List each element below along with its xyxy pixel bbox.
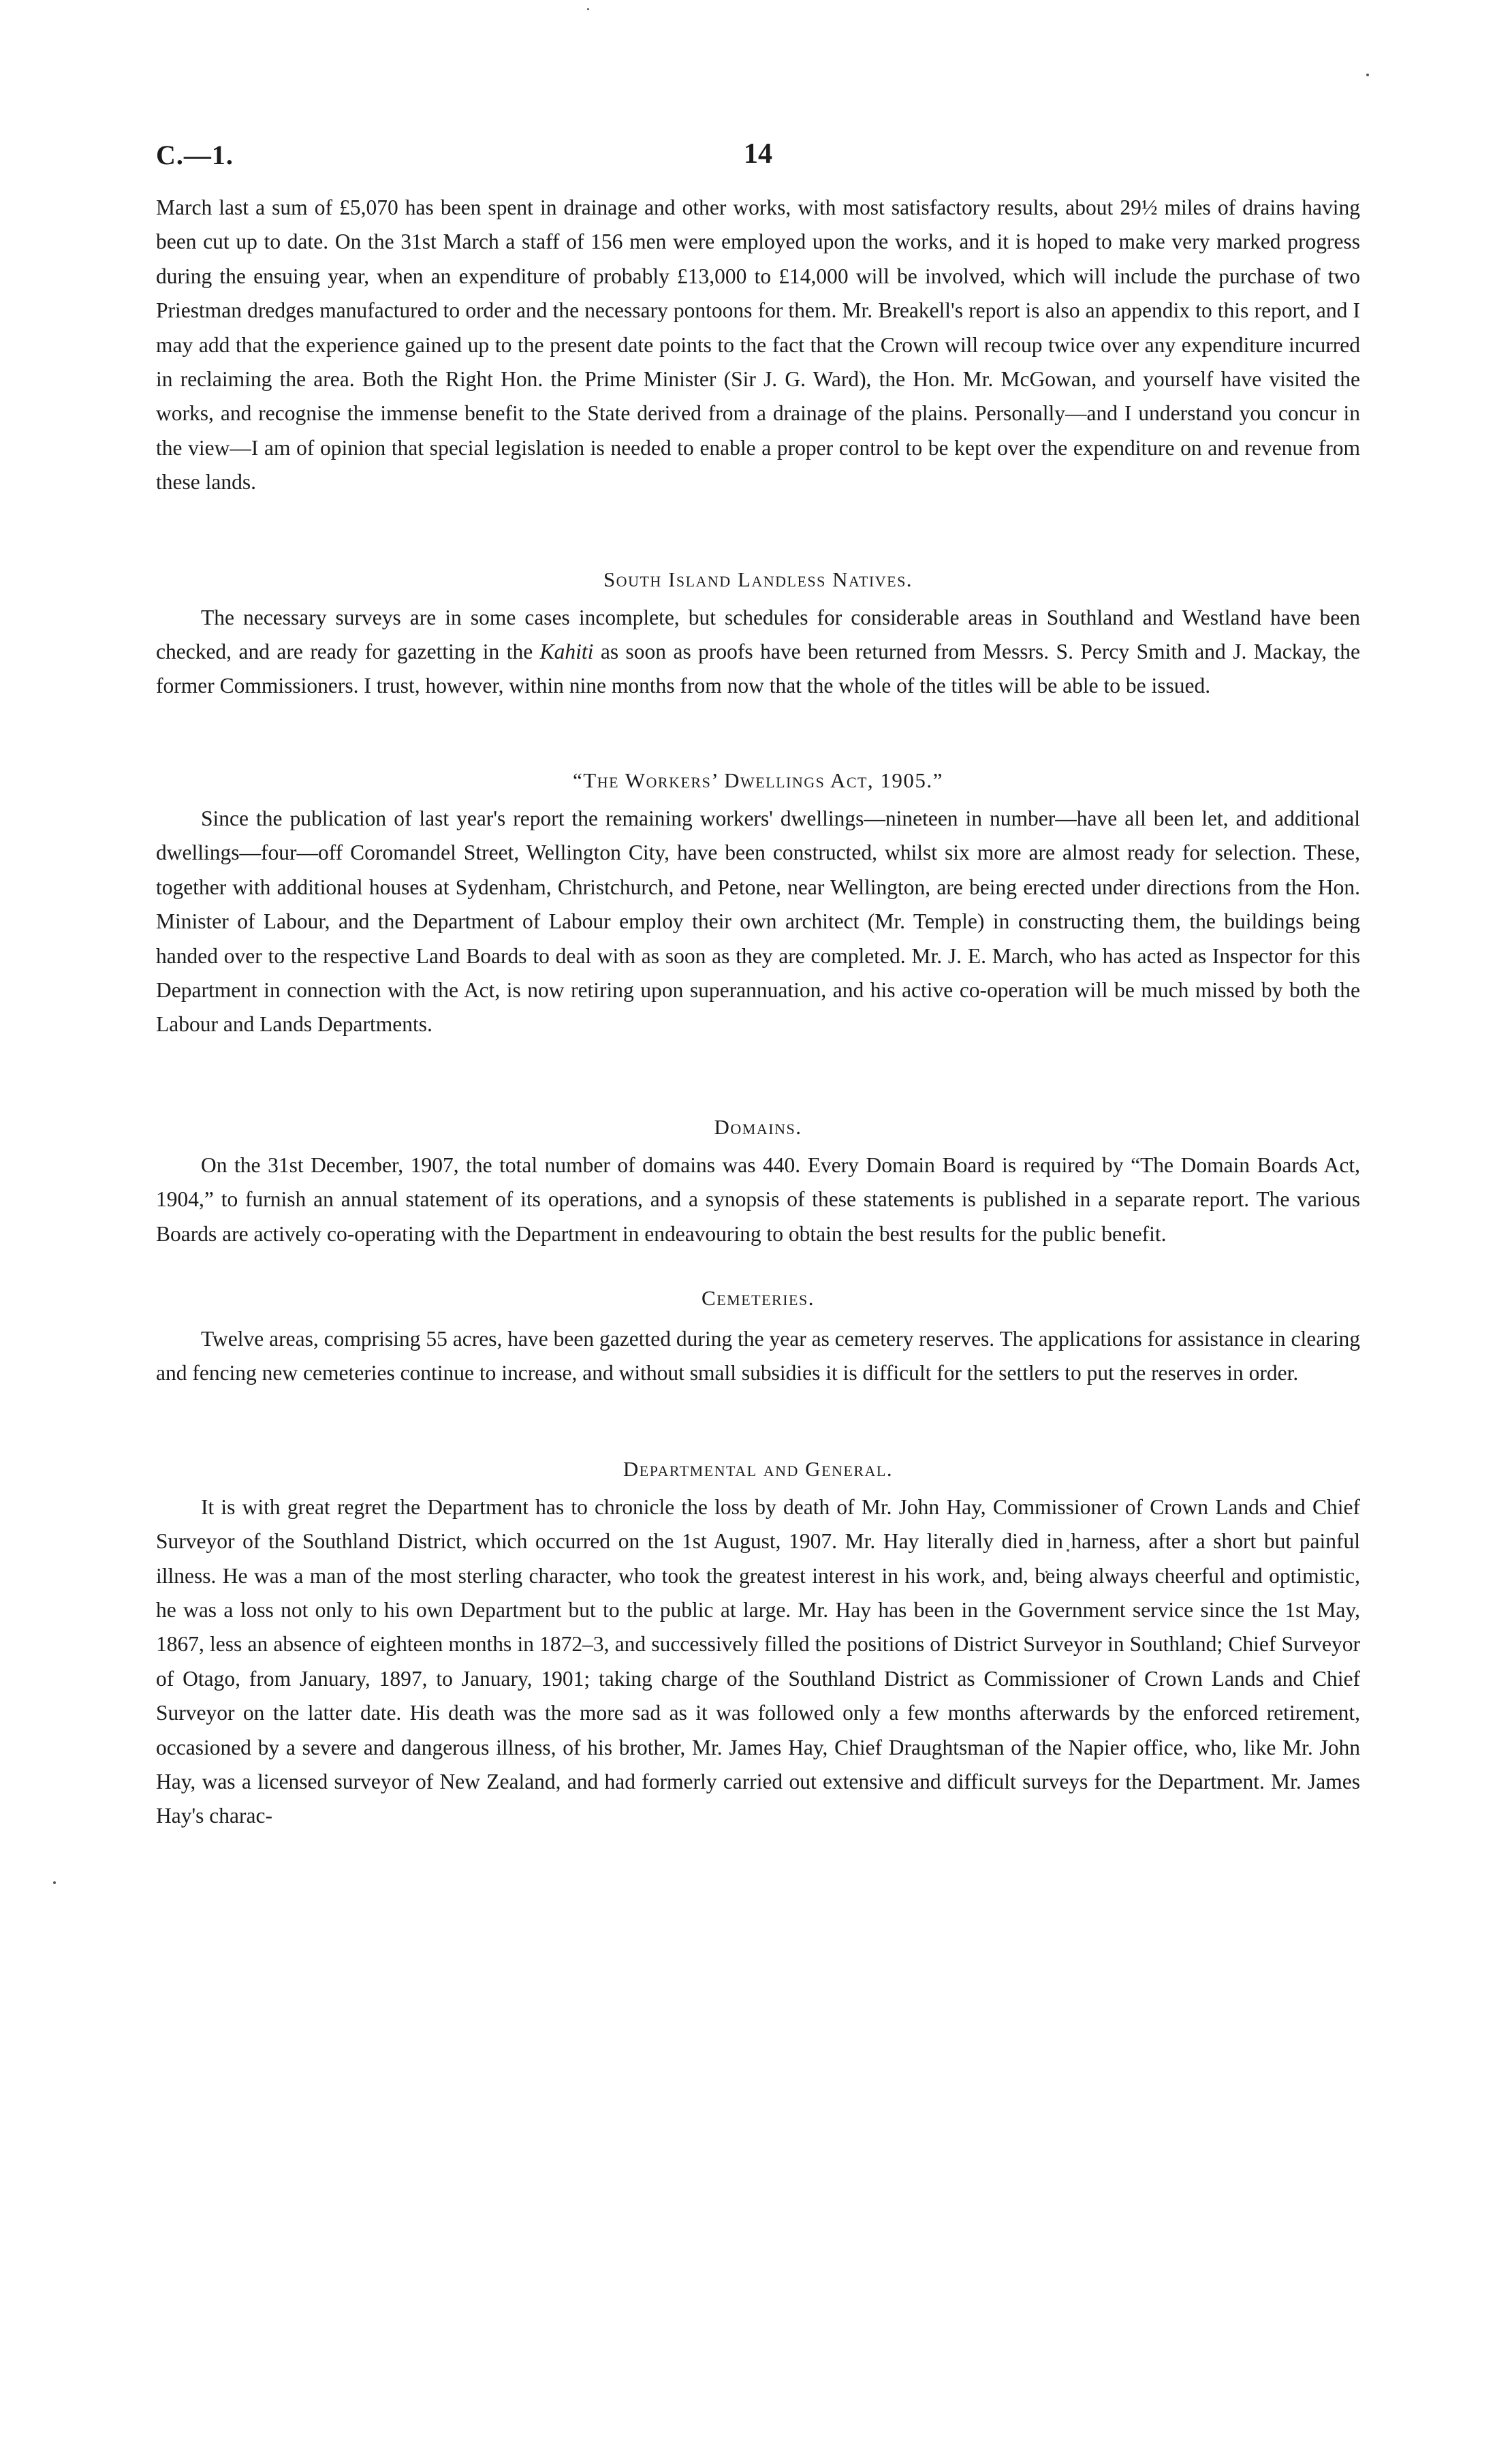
south-island-text-a: The necessary surveys are in some cases incomplete, but schedules for considerable areas in Southland and Westland have been checked, and are ready for gazetting in the bbox=[156, 605, 1360, 664]
workers-paragraph: Since the publication of last year's report the remaining workers' dwellings—nineteen in number—have all been let, and additional dwellings—four—off Coromandel Street, Wellington City, have been constructed, whilst six more are almost ready for selection. These, together with additional houses at Sydenham, Christchurch, and Petone, near Wellington, are being erected under directions from the Hon. Minister of Labour, and the Department of Labour employ their own architect (Mr. Temple) in constructing them, the buildings being handed over to the respective Land Boards to deal with as soon as they are completed. Mr. J. E. March, who has acted as Inspector for this Department in connection with the Act, is now retiring upon superannuation, and his active co-operation will be much missed by both the Labour and Lands Departments. bbox=[156, 806, 1360, 1037]
page-header bbox=[156, 129, 1360, 191]
domains-paragraph: On the 31st December, 1907, the total number of domains was 440. Every Domain Board is required by “The Domain Boards Act, 1904,” to furnish an annual statement of its operations, and a synopsis of these statements is published in a separate report. The various Boards are actively co-operating with the Department in endeavouring to obtain the best results for the public benefit. bbox=[156, 1153, 1360, 1246]
heading-domains: Domains. bbox=[714, 1114, 802, 1139]
south-island-text-b: as soon as proofs have been returned from Messrs. S. Percy Smith and J. Mackay, the former Commissioners. I trust, however, within nine months from now that the whole of the titles will be able to be issued. bbox=[156, 640, 1360, 698]
heading-south-island-landless-natives: South Island Landless Natives. bbox=[603, 567, 913, 591]
intro-paragraph: March last a sum of £5,070 has been spent in drainage and other works, with most satisfactory results, about 29½ miles of drains having been cut up to date. On the 31st March a staff of 156 men were employed upon the works, and it is hoped to make very marked progress during the ensuing year, when an expenditure of probably £13,000 to £14,000 will be involved, which will include the purchase of two Priestman dredges manufactured to order and the necessary pontoons for them. Mr. Breakell's report is also an appendix to this report, and I may add that the experience gained up to the present date points to the fact that the Crown will recoup twice over any expenditure incurred in reclaiming the area. Both the Right Hon. the Prime Minister (Sir J. G. Ward), the Hon. Mr. McGowan, and yourself have visited the works, and recognise the immense benefit to the State derived from a drainage of the plains. Personally—and I understand you concur in the view—I am of opinion that special legislation is needed to enable a proper control to be kept over the expenditure on and revenue from these lands. bbox=[156, 195, 1360, 495]
cemeteries-paragraph: Twelve areas, comprising 55 acres, have been gazetted during the year as cemetery reserves. The applications for assistance in clearing and fencing new cemeteries continue to increase, and without small subsidies it is difficult for the settlers to put the reserves in order. bbox=[156, 1326, 1360, 1385]
kahiti-italic: Kahiti bbox=[539, 640, 594, 664]
heading-departmental-and-general: Departmental and General. bbox=[623, 1456, 894, 1481]
heading-workers-dwellings-act: “The Workers’ Dwellings Act, 1905.” bbox=[573, 768, 943, 792]
south-island-paragraph bbox=[156, 601, 1360, 704]
document-page bbox=[156, 129, 1360, 1834]
scan-speck bbox=[53, 1881, 56, 1884]
page-number: 14 bbox=[744, 138, 772, 170]
scan-speck bbox=[587, 8, 589, 10]
document-code: C.—1. bbox=[156, 140, 234, 170]
departmental-paragraph: It is with great regret the Department has to chronicle the loss by death of Mr. John Hay, Commissioner of Crown Lands and Chief Surveyor of the Southland District, which occurred on the 1st August, 1907. Mr. Hay literally died in harness, after a short but painful illness. He was a man of the most sterling character, who took the greatest interest in his work, and, being always cheerful and optimistic, he was a loss not only to his own Department but to the public at large. Mr. Hay has been in the Government service since the 1st May, 1867, less an absence of eighteen months in 1872–3, and successively filled the positions of District Surveyor in Southland; Chief Surveyor of Otago, from January, 1897, to January, 1901; taking charge of the Southland District as Commissioner of Crown Lands and Chief Surveyor on the latter date. His death was the more sad as it was followed only a few months afterwards by the enforced retirement, occasioned by a severe and dangerous illness, of his brother, Mr. James Hay, Chief Draughtsman of the Napier office, who, like Mr. John Hay, was a licensed surveyor of New Zealand, and had formerly carried out extensive and difficult surveys for the Department. Mr. James Hay's charac- bbox=[156, 1494, 1360, 1828]
heading-cemeteries: Cemeteries. bbox=[702, 1285, 815, 1310]
scan-speck bbox=[1366, 74, 1369, 76]
